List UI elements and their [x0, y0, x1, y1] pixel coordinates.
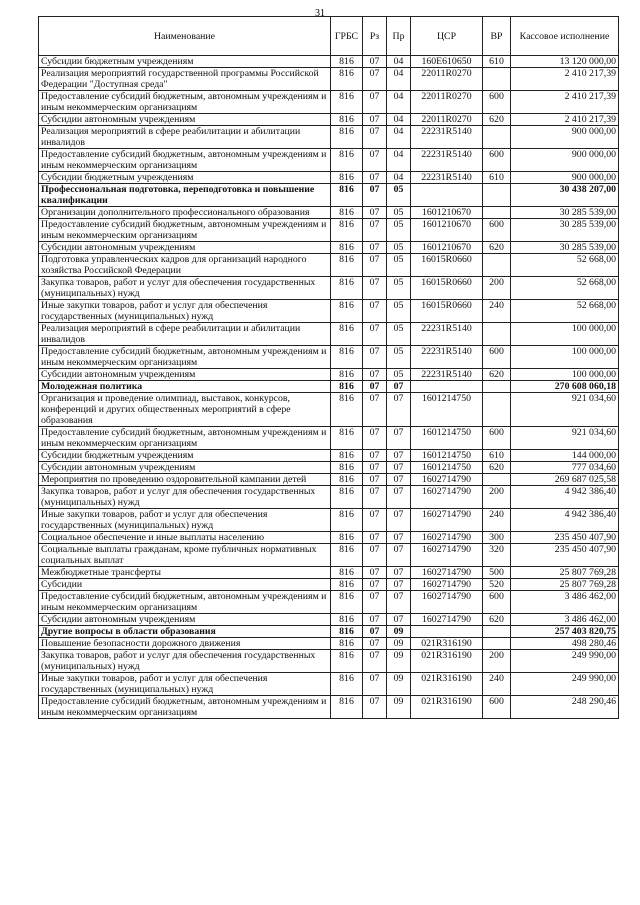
header-grbs: ГРБС [331, 17, 363, 56]
cell-rz: 07 [363, 172, 387, 184]
cell-vr: 610 [483, 172, 511, 184]
cell-grbs: 816 [331, 126, 363, 149]
cell-amount: 921 034,60 [511, 393, 619, 427]
table-row [39, 567, 619, 579]
cell-vr: 320 [483, 544, 511, 567]
cell-pr: 05 [387, 346, 411, 369]
cell-name: Реализация мероприятий государственной программы Российской Федерации "Доступная среда" [39, 68, 331, 91]
header-csr: ЦСР [411, 17, 483, 56]
cell-pr: 04 [387, 114, 411, 126]
cell-vr [483, 126, 511, 149]
cell-name: Субсидии бюджетным учреждениям [39, 450, 331, 462]
cell-name: Предоставление субсидий бюджетным, автономным учреждениям и иным некоммерческим организациям [39, 149, 331, 172]
cell-csr [411, 184, 483, 207]
cell-pr: 07 [387, 381, 411, 393]
table-row [39, 626, 619, 638]
table-header-row [39, 17, 619, 56]
cell-grbs: 816 [331, 242, 363, 254]
cell-rz: 07 [363, 207, 387, 219]
cell-amount: 52 668,00 [511, 254, 619, 277]
cell-name: Предоставление субсидий бюджетным, автономным учреждениям и иным некоммерческим организациям [39, 427, 331, 450]
cell-csr: 1601210670 [411, 207, 483, 219]
cell-vr: 600 [483, 346, 511, 369]
cell-amount: 498 280,46 [511, 638, 619, 650]
cell-pr: 07 [387, 567, 411, 579]
cell-name: Субсидии автономным учреждениям [39, 114, 331, 126]
table-row [39, 277, 619, 300]
cell-vr: 600 [483, 427, 511, 450]
cell-grbs: 816 [331, 462, 363, 474]
cell-name: Субсидии автономным учреждениям [39, 462, 331, 474]
table-row [39, 393, 619, 427]
cell-grbs: 816 [331, 323, 363, 346]
cell-grbs: 816 [331, 673, 363, 696]
cell-name: Субсидии автономным учреждениям [39, 369, 331, 381]
cell-csr: 1602714790 [411, 486, 483, 509]
cell-rz: 07 [363, 462, 387, 474]
table-row [39, 68, 619, 91]
cell-amount: 3 486 462,00 [511, 614, 619, 626]
cell-csr: 021R316190 [411, 650, 483, 673]
cell-name: Подготовка управленческих кадров для организаций народного хозяйства Российской Федерации [39, 254, 331, 277]
cell-rz: 07 [363, 591, 387, 614]
cell-grbs: 816 [331, 638, 363, 650]
cell-amount: 235 450 407,90 [511, 544, 619, 567]
cell-csr: 1601214750 [411, 393, 483, 427]
table-row [39, 91, 619, 114]
cell-vr: 240 [483, 300, 511, 323]
cell-rz: 07 [363, 381, 387, 393]
cell-rz: 07 [363, 474, 387, 486]
cell-vr [483, 381, 511, 393]
table-row [39, 650, 619, 673]
cell-csr [411, 626, 483, 638]
cell-grbs: 816 [331, 114, 363, 126]
cell-pr: 09 [387, 696, 411, 719]
cell-grbs: 816 [331, 650, 363, 673]
cell-vr: 240 [483, 509, 511, 532]
table-row [39, 638, 619, 650]
cell-amount: 30 285 539,00 [511, 242, 619, 254]
cell-grbs: 816 [331, 346, 363, 369]
cell-csr: 1602714790 [411, 614, 483, 626]
table-row [39, 114, 619, 126]
cell-name: Закупка товаров, работ и услуг для обеспечения государственных (муниципальных) нужд [39, 650, 331, 673]
cell-amount: 144 000,00 [511, 450, 619, 462]
cell-csr: 22011R0270 [411, 68, 483, 91]
cell-grbs: 816 [331, 68, 363, 91]
table-row [39, 149, 619, 172]
cell-vr [483, 638, 511, 650]
cell-pr: 07 [387, 393, 411, 427]
cell-grbs: 816 [331, 696, 363, 719]
cell-grbs: 816 [331, 567, 363, 579]
cell-grbs: 816 [331, 91, 363, 114]
cell-amount: 30 285 539,00 [511, 207, 619, 219]
table-row [39, 462, 619, 474]
cell-vr [483, 254, 511, 277]
cell-pr: 04 [387, 126, 411, 149]
table-row [39, 172, 619, 184]
cell-grbs: 816 [331, 474, 363, 486]
table-row [39, 381, 619, 393]
cell-vr: 600 [483, 591, 511, 614]
cell-vr: 620 [483, 462, 511, 474]
cell-rz: 07 [363, 532, 387, 544]
cell-amount: 100 000,00 [511, 369, 619, 381]
cell-name: Субсидии автономным учреждениям [39, 614, 331, 626]
cell-csr: 22231R5140 [411, 172, 483, 184]
header-amount: Кассовое исполнение [511, 17, 619, 56]
cell-name: Профессиональная подготовка, переподготовка и повышение квалификации [39, 184, 331, 207]
cell-name: Иные закупки товаров, работ и услуг для обеспечения государственных (муниципальных) нужд [39, 509, 331, 532]
cell-name: Предоставление субсидий бюджетным, автономным учреждениям и иным некоммерческим организациям [39, 591, 331, 614]
cell-amount: 900 000,00 [511, 172, 619, 184]
cell-rz: 07 [363, 149, 387, 172]
cell-pr: 05 [387, 300, 411, 323]
cell-csr: 1602714790 [411, 544, 483, 567]
cell-rz: 07 [363, 300, 387, 323]
cell-csr: 1601214750 [411, 462, 483, 474]
cell-rz: 07 [363, 114, 387, 126]
cell-csr: 1601214750 [411, 427, 483, 450]
cell-csr: 16015R0660 [411, 277, 483, 300]
cell-vr: 610 [483, 450, 511, 462]
cell-amount: 52 668,00 [511, 277, 619, 300]
cell-amount: 235 450 407,90 [511, 532, 619, 544]
cell-vr [483, 474, 511, 486]
cell-grbs: 816 [331, 544, 363, 567]
cell-vr: 610 [483, 56, 511, 68]
cell-grbs: 816 [331, 56, 363, 68]
cell-vr: 620 [483, 369, 511, 381]
cell-grbs: 816 [331, 393, 363, 427]
cell-grbs: 816 [331, 184, 363, 207]
cell-amount: 270 608 060,18 [511, 381, 619, 393]
cell-name: Субсидии автономным учреждениям [39, 242, 331, 254]
cell-vr: 620 [483, 114, 511, 126]
table-row [39, 300, 619, 323]
header-pr: Пр [387, 17, 411, 56]
cell-name: Мероприятия по проведению оздоровительной кампании детей [39, 474, 331, 486]
cell-csr: 16015R0660 [411, 300, 483, 323]
cell-name: Закупка товаров, работ и услуг для обеспечения государственных (муниципальных) нужд [39, 486, 331, 509]
cell-name: Межбюджетные трансферты [39, 567, 331, 579]
cell-csr: 1602714790 [411, 567, 483, 579]
cell-name: Субсидии бюджетным учреждениям [39, 56, 331, 68]
cell-rz: 07 [363, 567, 387, 579]
cell-csr: 22231R5140 [411, 149, 483, 172]
cell-csr: 1602714790 [411, 474, 483, 486]
cell-rz: 07 [363, 544, 387, 567]
table-row [39, 474, 619, 486]
cell-vr: 620 [483, 242, 511, 254]
cell-vr: 200 [483, 486, 511, 509]
cell-pr: 05 [387, 184, 411, 207]
cell-csr: 22231R5140 [411, 369, 483, 381]
cell-name: Иные закупки товаров, работ и услуг для обеспечения государственных (муниципальных) нужд [39, 673, 331, 696]
cell-csr: 160E610650 [411, 56, 483, 68]
cell-csr: 22011R0270 [411, 114, 483, 126]
cell-csr: 021R316190 [411, 696, 483, 719]
cell-amount: 921 034,60 [511, 427, 619, 450]
cell-rz: 07 [363, 614, 387, 626]
cell-name: Организация и проведение олимпиад, выставок, конкурсов, конференций и других общественных мероприятий в сфере образования [39, 393, 331, 427]
cell-vr [483, 323, 511, 346]
cell-pr: 07 [387, 486, 411, 509]
table-row [39, 323, 619, 346]
cell-csr: 1601210670 [411, 219, 483, 242]
page-number: 31 [315, 8, 325, 19]
table-row [39, 532, 619, 544]
cell-pr: 07 [387, 544, 411, 567]
cell-name: Другие вопросы в области образования [39, 626, 331, 638]
cell-pr: 05 [387, 219, 411, 242]
table-row [39, 346, 619, 369]
cell-amount: 30 285 539,00 [511, 219, 619, 242]
cell-csr: 1601210670 [411, 242, 483, 254]
cell-vr [483, 207, 511, 219]
table-row [39, 242, 619, 254]
cell-vr: 500 [483, 567, 511, 579]
header-rz: Рз [363, 17, 387, 56]
cell-grbs: 816 [331, 614, 363, 626]
cell-csr: 1602714790 [411, 579, 483, 591]
cell-pr: 04 [387, 56, 411, 68]
cell-amount: 4 942 386,40 [511, 486, 619, 509]
cell-pr: 07 [387, 579, 411, 591]
cell-rz: 07 [363, 242, 387, 254]
cell-vr: 520 [483, 579, 511, 591]
table-row [39, 591, 619, 614]
cell-rz: 07 [363, 626, 387, 638]
cell-rz: 07 [363, 68, 387, 91]
cell-vr: 200 [483, 277, 511, 300]
cell-name: Предоставление субсидий бюджетным, автономным учреждениям и иным некоммерческим организациям [39, 219, 331, 242]
cell-amount: 25 807 769,28 [511, 579, 619, 591]
cell-amount: 100 000,00 [511, 323, 619, 346]
cell-pr: 05 [387, 323, 411, 346]
table-row [39, 696, 619, 719]
cell-rz: 07 [363, 254, 387, 277]
cell-amount: 900 000,00 [511, 149, 619, 172]
budget-table [38, 16, 619, 719]
cell-pr: 05 [387, 254, 411, 277]
header-vr: ВР [483, 17, 511, 56]
cell-vr [483, 68, 511, 91]
cell-rz: 07 [363, 427, 387, 450]
table-row [39, 579, 619, 591]
cell-rz: 07 [363, 219, 387, 242]
cell-grbs: 816 [331, 369, 363, 381]
cell-rz: 07 [363, 393, 387, 427]
cell-grbs: 816 [331, 149, 363, 172]
cell-pr: 09 [387, 638, 411, 650]
cell-pr: 05 [387, 369, 411, 381]
table-row [39, 486, 619, 509]
cell-grbs: 816 [331, 509, 363, 532]
cell-rz: 07 [363, 450, 387, 462]
cell-amount: 257 403 820,75 [511, 626, 619, 638]
cell-csr: 1601214750 [411, 450, 483, 462]
cell-rz: 07 [363, 486, 387, 509]
cell-rz: 07 [363, 579, 387, 591]
cell-pr: 05 [387, 242, 411, 254]
cell-grbs: 816 [331, 277, 363, 300]
cell-grbs: 816 [331, 579, 363, 591]
cell-name: Иные закупки товаров, работ и услуг для обеспечения государственных (муниципальных) нужд [39, 300, 331, 323]
cell-grbs: 816 [331, 626, 363, 638]
cell-csr: 16015R0660 [411, 254, 483, 277]
cell-pr: 05 [387, 207, 411, 219]
cell-rz: 07 [363, 91, 387, 114]
cell-vr [483, 393, 511, 427]
cell-grbs: 816 [331, 207, 363, 219]
cell-grbs: 816 [331, 591, 363, 614]
cell-amount: 4 942 386,40 [511, 509, 619, 532]
cell-csr: 22231R5140 [411, 323, 483, 346]
cell-amount: 900 000,00 [511, 126, 619, 149]
cell-name: Субсидии [39, 579, 331, 591]
cell-pr: 07 [387, 614, 411, 626]
cell-pr: 09 [387, 650, 411, 673]
cell-amount: 13 120 000,00 [511, 56, 619, 68]
cell-vr: 620 [483, 614, 511, 626]
cell-rz: 07 [363, 638, 387, 650]
cell-csr: 22011R0270 [411, 91, 483, 114]
cell-grbs: 816 [331, 219, 363, 242]
cell-rz: 07 [363, 650, 387, 673]
cell-name: Повышение безопасности дорожного движения [39, 638, 331, 650]
cell-amount: 777 034,60 [511, 462, 619, 474]
cell-grbs: 816 [331, 427, 363, 450]
cell-pr: 09 [387, 673, 411, 696]
cell-vr: 600 [483, 91, 511, 114]
cell-pr: 09 [387, 626, 411, 638]
cell-name: Социальное обеспечение и иные выплаты населению [39, 532, 331, 544]
cell-pr: 07 [387, 509, 411, 532]
cell-pr: 07 [387, 462, 411, 474]
table-row [39, 427, 619, 450]
cell-pr: 04 [387, 172, 411, 184]
cell-grbs: 816 [331, 486, 363, 509]
cell-vr: 600 [483, 219, 511, 242]
cell-csr: 1602714790 [411, 591, 483, 614]
cell-pr: 07 [387, 532, 411, 544]
cell-vr: 240 [483, 673, 511, 696]
cell-rz: 07 [363, 184, 387, 207]
cell-pr: 04 [387, 68, 411, 91]
cell-vr: 600 [483, 149, 511, 172]
cell-rz: 07 [363, 509, 387, 532]
table-row [39, 207, 619, 219]
cell-name: Социальные выплаты гражданам, кроме публичных нормативных социальных выплат [39, 544, 331, 567]
cell-amount: 249 990,00 [511, 673, 619, 696]
cell-grbs: 816 [331, 172, 363, 184]
cell-name: Субсидии бюджетным учреждениям [39, 172, 331, 184]
cell-rz: 07 [363, 696, 387, 719]
cell-rz: 07 [363, 126, 387, 149]
cell-amount: 2 410 217,39 [511, 91, 619, 114]
cell-amount: 100 000,00 [511, 346, 619, 369]
cell-name: Организации дополнительного профессионального образования [39, 207, 331, 219]
cell-name: Предоставление субсидий бюджетным, автономным учреждениям и иным некоммерческим организациям [39, 696, 331, 719]
cell-csr: 22231R5140 [411, 346, 483, 369]
table-row [39, 184, 619, 207]
cell-rz: 07 [363, 56, 387, 68]
cell-grbs: 816 [331, 254, 363, 277]
cell-name: Предоставление субсидий бюджетным, автономным учреждениям и иным некоммерческим организациям [39, 346, 331, 369]
cell-pr: 04 [387, 91, 411, 114]
cell-name: Реализация мероприятий в сфере реабилитации и абилитации инвалидов [39, 126, 331, 149]
table-row [39, 219, 619, 242]
cell-csr [411, 381, 483, 393]
cell-amount: 30 438 207,00 [511, 184, 619, 207]
cell-grbs: 816 [331, 450, 363, 462]
cell-vr: 200 [483, 650, 511, 673]
cell-rz: 07 [363, 277, 387, 300]
cell-rz: 07 [363, 673, 387, 696]
cell-rz: 07 [363, 346, 387, 369]
cell-amount: 25 807 769,28 [511, 567, 619, 579]
cell-amount: 3 486 462,00 [511, 591, 619, 614]
cell-grbs: 816 [331, 532, 363, 544]
table-row [39, 509, 619, 532]
cell-amount: 52 668,00 [511, 300, 619, 323]
header-name: Наименование [39, 17, 331, 56]
cell-csr: 021R316190 [411, 673, 483, 696]
cell-csr: 1602714790 [411, 532, 483, 544]
cell-rz: 07 [363, 323, 387, 346]
table-row [39, 544, 619, 567]
table-row [39, 126, 619, 149]
cell-vr [483, 184, 511, 207]
cell-vr [483, 626, 511, 638]
cell-grbs: 816 [331, 381, 363, 393]
cell-csr: 1602714790 [411, 509, 483, 532]
cell-pr: 07 [387, 450, 411, 462]
table-row [39, 673, 619, 696]
cell-rz: 07 [363, 369, 387, 381]
cell-name: Реализация мероприятий в сфере реабилитации и абилитации инвалидов [39, 323, 331, 346]
cell-pr: 04 [387, 149, 411, 172]
cell-amount: 2 410 217,39 [511, 68, 619, 91]
table-row [39, 369, 619, 381]
cell-name: Молодежная политика [39, 381, 331, 393]
cell-vr: 300 [483, 532, 511, 544]
cell-name: Закупка товаров, работ и услуг для обеспечения государственных (муниципальных) нужд [39, 277, 331, 300]
cell-pr: 07 [387, 427, 411, 450]
table-row [39, 56, 619, 68]
cell-csr: 021R316190 [411, 638, 483, 650]
cell-pr: 05 [387, 277, 411, 300]
cell-pr: 07 [387, 591, 411, 614]
cell-amount: 248 290,46 [511, 696, 619, 719]
cell-grbs: 816 [331, 300, 363, 323]
cell-csr: 22231R5140 [411, 126, 483, 149]
cell-vr: 600 [483, 696, 511, 719]
cell-pr: 07 [387, 474, 411, 486]
table-row [39, 450, 619, 462]
cell-amount: 269 687 025,58 [511, 474, 619, 486]
cell-amount: 2 410 217,39 [511, 114, 619, 126]
table-row [39, 254, 619, 277]
cell-amount: 249 990,00 [511, 650, 619, 673]
cell-name: Предоставление субсидий бюджетным, автономным учреждениям и иным некоммерческим организациям [39, 91, 331, 114]
table-row [39, 614, 619, 626]
